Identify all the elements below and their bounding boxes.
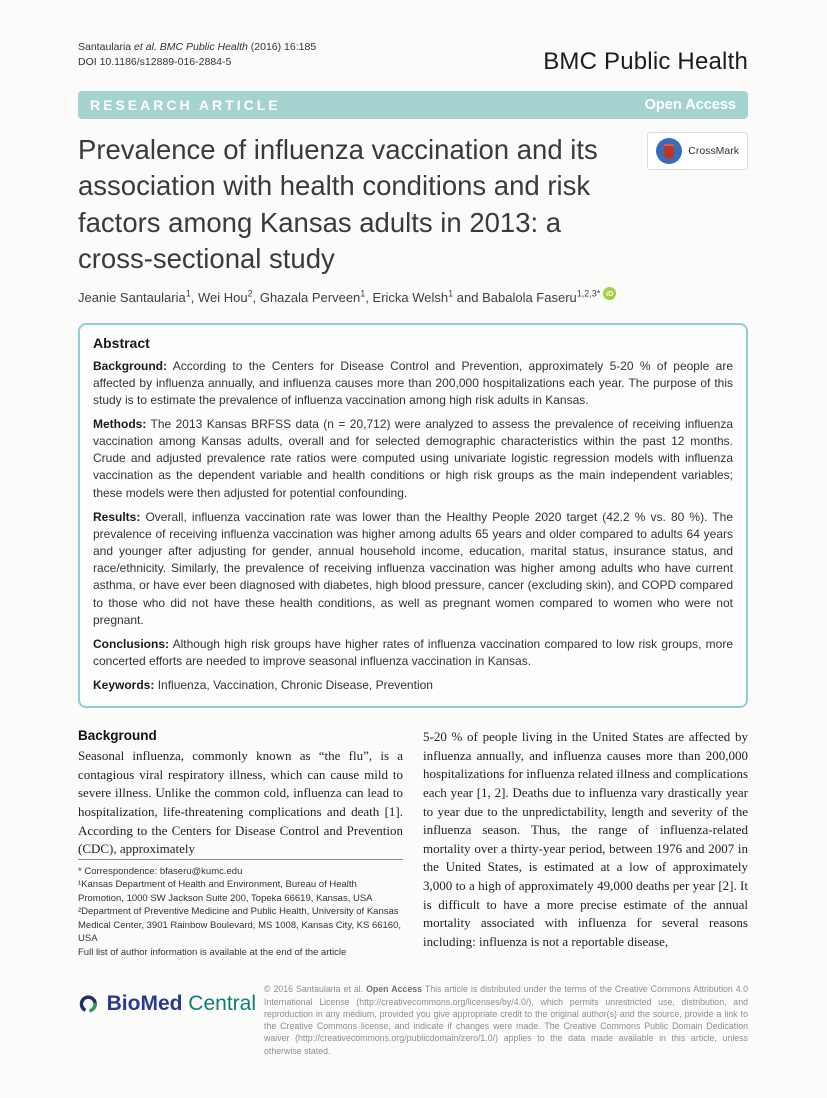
citation-issue: (2016) 16:185 [247,41,317,53]
abstract-keywords: Keywords: Influenza, Vaccination, Chronic Disease, Prevention [93,678,433,693]
background-paragraph-continued: 5-20 % of people living in the United States are affected by influenza annually, and influenza causes more than 200,000 hospitalizations for influenza related illness and complications each year [1, 2]. Deaths due to influenza vary drastically year to year due to the unpredictability, length and severity of the influenza season. Thus, the range of influenza-related mortality over a thirty-year period, between 1976 and 2007 in the United States, is estimated at a low of approximately 3,000 to a high of approximately 49,000 deaths per year [2]. It is difficult to have a more precise estimate of the annual mortality associated with influenza for several reasons including: influenza is not a reportable disease, [423,729,748,949]
article-type-banner [78,91,748,119]
footnotes [78,859,403,959]
page-header [78,40,748,76]
page-footer [78,983,748,1057]
body-columns [78,728,748,959]
article-type-label: RESEARCH ARTICLE [90,97,281,113]
author: Ghazala Perveen$^1$, [259,288,373,305]
author-info-note: Full list of author information is available at the end of the article [78,946,347,958]
left-column [78,728,403,959]
right-column [423,728,748,959]
author-list [78,287,748,304]
affiliation-2: ²Department of Preventive Medicine and Public Health, University of Kansas Medical Center, 3901 Rainbow Boulevard, MS 1008, Kansas City, KS 66160, USA [78,906,402,945]
correspondence-line[interactable]: * Correspondence: bfaseru@kumc.edu [78,865,243,877]
open-access-label: Open Access [644,97,736,113]
author: Wei Hou$^2$, [197,288,260,305]
abstract-results: Results: Overall, influenza vaccination rate was lower than the Healthy People 2020 target (42.2 % vs. 80 %). The prevalence of receiving influenza vaccination was higher among adults 65 years and older compared to adults 64 years and younger after adjusting for gender, annual household income, education, marital status, insurance status, and race/ethnicity. Similarly, the prevalence of receiving influenza vaccination was higher among adults who have current asthma, or have ever been diagnosed with diabetes, high blood pressure, cancer (excluding skin), and COPD compared to those who did not have these health conditions, as well as pregnant women compared to women who were not pregnant. [93,509,733,627]
biomed-central-logo [78,983,256,1025]
abstract-section [78,323,748,709]
abstract-background: Background: According to the Centers for Disease Control and Prevention, approximately 5-20 % of people are affected by influenza annually, and influenza causes more than 200,000 hospitalizations each year. The purpose of this study is to estimate the prevalence of influenza vaccination among high risk adults in Kansas. [93,358,733,407]
background-heading: Background [78,728,157,744]
citation-line [78,40,316,55]
citation-author: Santaularia [78,41,135,53]
biomed-central-wordmark: BioMed Central [106,992,256,1016]
crossmark-flame-icon [664,144,674,159]
crossmark-label: CrossMark [688,145,739,157]
article-title: Prevalence of influenza vaccination and its association with health conditions and risk factors among Kansas adults in 2013: a cross-sectional study [78,134,598,274]
citation-block [78,40,316,70]
crossmark-badge[interactable] [647,132,748,170]
author: Jeanie Santaularia$^1$, [78,288,198,305]
doi-line: DOI 10.1186/s12889-016-2884-5 [78,56,232,69]
affiliation-1: ¹Kansas Department of Health and Environment, Bureau of Health Promotion, 1000 SW Jackson Suite 200, Topeka 66619, Kansas, USA [78,879,373,904]
author: Ericka Welsh$^1$ and [372,288,483,305]
abstract-heading: Abstract [93,334,150,351]
journal-name: BMC Public Health [543,48,748,75]
background-paragraph: Seasonal influenza, commonly known as “the flu”, is a contagious viral respiratory illness, which can cause mild to severe illness. Unlike the common cold, influenza can lead to hospitalization, life-threatening complications and death [1]. According to the Centers for Disease Control and Prevention (CDC), approximately [78,748,403,857]
abstract-conclusions: Conclusions: Although high risk groups have higher rates of influenza vaccination compared to low risk groups, more concerted efforts are needed to improve seasonal influenza vaccination in Kansas. [93,636,733,669]
orcid-icon[interactable]: iD [603,287,616,300]
title-row [78,132,748,277]
abstract-methods: Methods: The 2013 Kansas BRFSS data (n = 20,712) were analyzed to assess the prevalence of receiving influenza vaccination among Kansas adults, overall and for selected demographic characteristics within the past 12 months. Crude and adjusted prevalence rate ratios were computed using univariate logistic regression models with influenza vaccination as the dependent variable and health conditions or high risk groups as the main independent variables; these models were then adjusted for potential confounding. [93,416,733,500]
biomed-central-logo-icon [78,983,99,1025]
author: Babalola Faseru$^{1,2,3*}$ [482,288,601,305]
citation-journal: et al. BMC Public Health [134,41,248,53]
crossmark-icon [656,138,682,164]
license-text: © 2016 Santaularia et al. Open Access This article is distributed under the terms of the Creative Commons Attribution 4.0 International License (http://creativecommons.org/licenses/by/4.0/), which permits unrestricted use, distribution, and reproduction in any medium, provided you give appropriate credit to the original author(s) and the source, provide a link to the Creative Commons license, and indicate if changes were made. The Creative Commons Public Domain Dedication waiver (http://creativecommons.org/publicdomain/zero/1.0/) applies to the data made available in this article, unless otherwise stated. [264,984,749,1056]
